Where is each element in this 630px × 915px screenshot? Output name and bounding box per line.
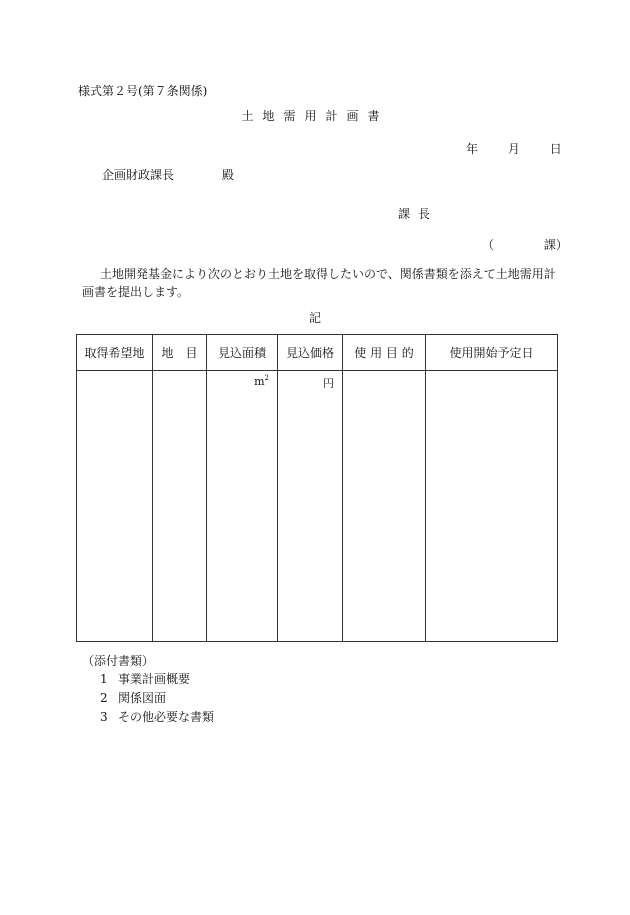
addressee-name: 企画財政課長 (102, 168, 175, 182)
attachment-label: その他必要な書類 (118, 710, 215, 724)
sender-dept-close: 課） (543, 238, 568, 252)
body-line-2: 画書を提出します。 (82, 285, 190, 299)
attachments-list (100, 673, 214, 730)
cell-start-date[interactable] (426, 371, 558, 642)
ki-label: 記 (308, 311, 321, 325)
col-header-land-category: 地 目 (153, 335, 207, 371)
date-day-label: 日 (549, 142, 562, 156)
attachment-label: 関係図面 (118, 691, 167, 705)
list-item (100, 673, 214, 692)
col-header-start-date: 使用開始予定日 (426, 335, 558, 371)
attachments-heading: （添付書類） (82, 654, 155, 668)
attachment-label: 事業計画概要 (118, 672, 191, 686)
document-title: 土地需用計画書 (241, 109, 389, 123)
cell-desired-land[interactable] (77, 371, 153, 642)
col-header-desired-land: 取得希望地 (77, 335, 153, 371)
attachment-number: 1 (100, 672, 108, 686)
area-unit-base: m (254, 375, 265, 388)
sender-dept-open: （ (482, 238, 495, 252)
addressee-honorific: 殿 (221, 168, 234, 182)
body-text (82, 265, 556, 301)
date-year-label: 年 (466, 142, 479, 156)
sender-title: 課長 (398, 207, 439, 221)
col-header-estimated-price: 見込価格 (278, 335, 343, 371)
cell-purpose[interactable] (343, 371, 426, 642)
area-unit-sup: 2 (264, 374, 269, 382)
price-unit: 円 (323, 377, 334, 390)
col-header-estimated-area: 見込面積 (207, 335, 278, 371)
table-header-row (77, 335, 558, 371)
table-row (77, 371, 558, 642)
date-month-label: 月 (507, 142, 520, 156)
form-number: 様式第２号(第７条関係) (78, 84, 208, 98)
list-item (100, 692, 214, 711)
list-item (100, 711, 214, 730)
date-line (466, 143, 562, 155)
area-unit (207, 371, 277, 388)
cell-land-category[interactable] (153, 371, 207, 642)
cell-estimated-price[interactable] (278, 371, 343, 642)
attachment-number: 2 (100, 691, 108, 705)
cell-estimated-area[interactable] (207, 371, 278, 642)
sender-department (482, 239, 568, 251)
body-line-1: 土地開発基金により次のとおり土地を取得したいので、関係書類を添えて土地需用計 (100, 267, 556, 281)
plan-table (76, 334, 558, 642)
addressee (102, 169, 234, 181)
attachment-number: 3 (100, 710, 108, 724)
col-header-purpose: 使 用 目 的 (343, 335, 426, 371)
